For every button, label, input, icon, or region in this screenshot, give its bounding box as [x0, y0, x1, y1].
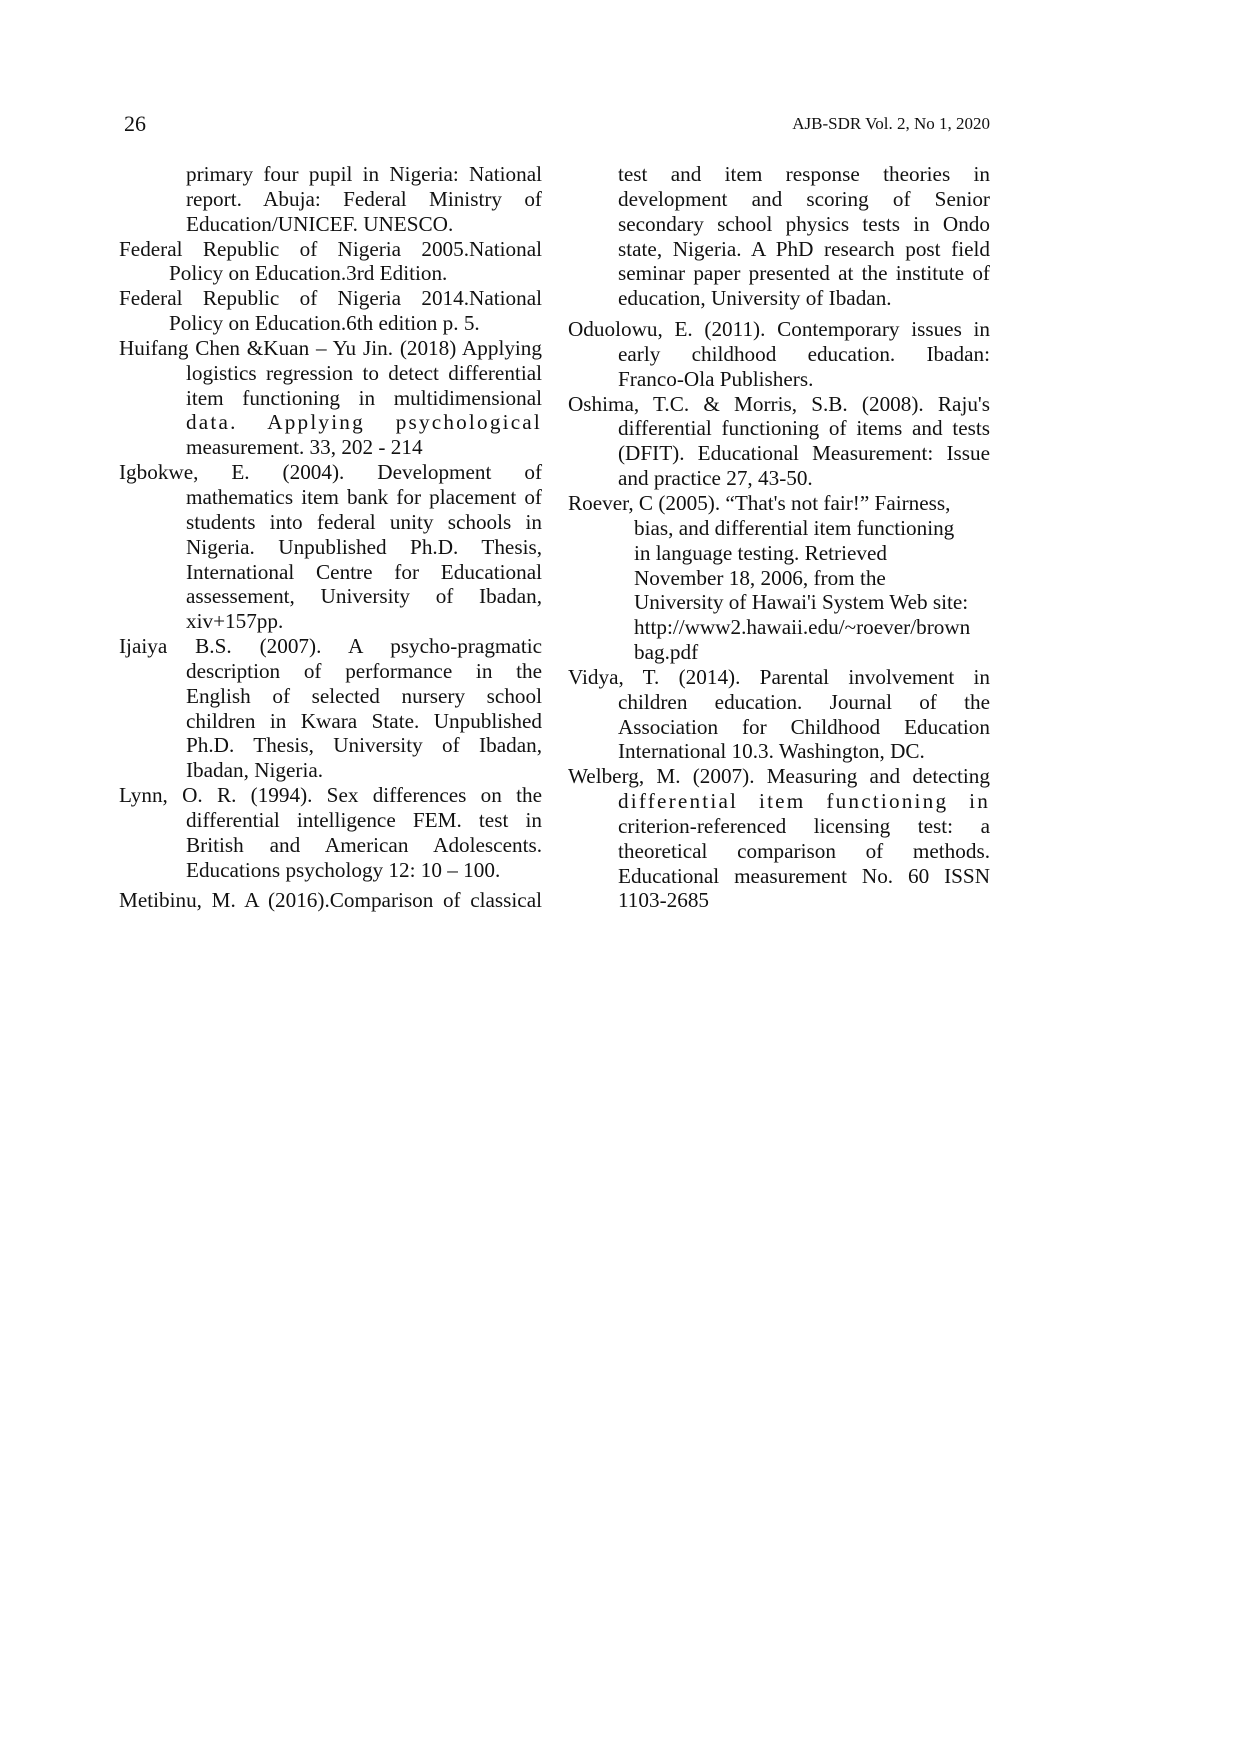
ref-line: Ibadan, Nigeria.	[186, 758, 324, 783]
reference-continuation	[568, 162, 990, 311]
ref-line: children education. Journal of the	[618, 689, 990, 714]
ref-line: mathematics item bank for placement of	[186, 484, 542, 509]
ref-line: Ph.D. Thesis, University of Ibadan,	[186, 733, 542, 758]
ref-line: Association for Childhood Education	[618, 714, 990, 739]
ref-line: Federal Republic of Nigeria 2005.National	[119, 236, 542, 261]
ref-line: seminar paper presented at the institute of	[618, 261, 990, 286]
ref-line: Policy on Education.3rd Edition.	[169, 261, 448, 286]
reference-url[interactable]: http://www2.hawaii.edu/~roever/brown	[634, 615, 971, 640]
reference-entry	[119, 286, 542, 336]
ref-line: in language testing. Retrieved	[634, 540, 887, 565]
ref-line: children in Kwara State. Unpublished	[186, 708, 542, 733]
reference-entry	[568, 392, 990, 491]
ref-line: state, Nigeria. A PhD research post field	[618, 236, 990, 261]
ref-line: Huifang Chen &Kuan – Yu Jin. (2018) Applying	[119, 335, 542, 360]
ref-line: education, University of Ibadan.	[618, 286, 892, 311]
ref-line: International Centre for Educational	[186, 559, 542, 584]
ref-line: report. Abuja: Federal Ministry of	[186, 186, 542, 211]
ref-line: data. Applying psychological	[186, 410, 542, 435]
ref-line: Oduolowu, E. (2011). Contemporary issues in	[568, 317, 990, 342]
ref-line: Welberg, M. (2007). Measuring and detecting	[568, 764, 990, 789]
reference-entry	[119, 783, 542, 882]
ref-line: Lynn, O. R. (1994). Sex differences on the	[119, 783, 542, 808]
ref-line: bias, and differential item functioning	[634, 515, 955, 540]
ref-line: and practice 27, 43-50.	[618, 466, 813, 491]
ref-line: item functioning in multidimensional	[186, 385, 542, 410]
ref-line: development and scoring of Senior	[618, 186, 990, 211]
reference-entry	[119, 336, 542, 460]
ref-line: Metibinu, M. A (2016).Comparison of classical	[119, 888, 542, 913]
ref-line: Igbokwe, E. (2004). Development of	[119, 460, 542, 485]
running-header: AJB-SDR Vol. 2, No 1, 2020	[792, 114, 990, 133]
ref-line: test and item response theories in	[618, 162, 990, 186]
ref-line: English of selected nursery school	[186, 683, 542, 708]
ref-line: xiv+157pp.	[186, 609, 284, 634]
reference-entry	[119, 460, 542, 634]
page-number: 26	[124, 111, 146, 136]
ref-line: assessement, University of Ibadan,	[186, 584, 542, 609]
ref-line: Oshima, T.C. & Morris, S.B. (2008). Raju's	[568, 391, 990, 416]
ref-line: secondary school physics tests in Ondo	[618, 211, 990, 236]
ref-line: description of performance in the	[186, 658, 542, 683]
ref-line: Roever, C (2005). “That's not fair!” Fairness,	[568, 490, 951, 515]
ref-line: (DFIT). Educational Measurement: Issue	[618, 441, 990, 466]
ref-line: differential intelligence FEM. test in	[186, 807, 542, 832]
ref-line: criterion-referenced licensing test: a	[618, 813, 990, 838]
ref-line: Educations psychology 12: 10 – 100.	[186, 857, 501, 882]
reference-entry	[568, 317, 990, 392]
ref-line: measurement. 33, 202 - 214	[186, 435, 423, 460]
reference-entry	[119, 237, 542, 287]
ref-line: students into federal unity schools in	[186, 509, 542, 534]
reference-url[interactable]: bag.pdf	[634, 640, 699, 665]
ref-line: Education/UNICEF. UNESCO.	[186, 211, 454, 236]
ref-line: Franco-Ola Publishers.	[618, 366, 814, 391]
ref-line: logistics regression to detect differential	[186, 360, 542, 385]
reference-continuation	[119, 162, 542, 237]
ref-line: International 10.3. Washington, DC.	[618, 739, 925, 764]
ref-line: 1103-2685	[618, 888, 710, 913]
right-column	[568, 162, 990, 913]
ref-line: University of Hawai'i System Web site:	[634, 590, 969, 615]
ref-line: differential functioning of items and tests	[618, 416, 990, 441]
ref-line: British and American Adolescents.	[186, 832, 542, 857]
ref-line: Nigeria. Unpublished Ph.D. Thesis,	[186, 534, 542, 559]
reference-entry	[119, 634, 542, 783]
ref-line: Vidya, T. (2014). Parental involvement in	[568, 664, 990, 689]
reference-entry	[568, 665, 990, 764]
ref-line: theoretical comparison of methods.	[618, 838, 990, 863]
ref-line: Educational measurement No. 60 ISSN	[618, 863, 990, 888]
ref-line: primary four pupil in Nigeria: National	[186, 162, 542, 186]
ref-line: early childhood education. Ibadan:	[618, 341, 990, 366]
reference-entry	[568, 491, 990, 665]
reference-entry	[568, 764, 990, 913]
ref-line: Federal Republic of Nigeria 2014.National	[119, 286, 542, 311]
ref-line: Ijaiya B.S. (2007). A psycho-pragmatic	[119, 634, 542, 659]
ref-line: differential item functioning in	[618, 789, 990, 814]
ref-line: Policy on Education.6th edition p. 5.	[169, 311, 480, 336]
reference-entry	[119, 888, 542, 913]
left-column	[119, 162, 542, 913]
ref-line: November 18, 2006, from the	[634, 565, 886, 590]
